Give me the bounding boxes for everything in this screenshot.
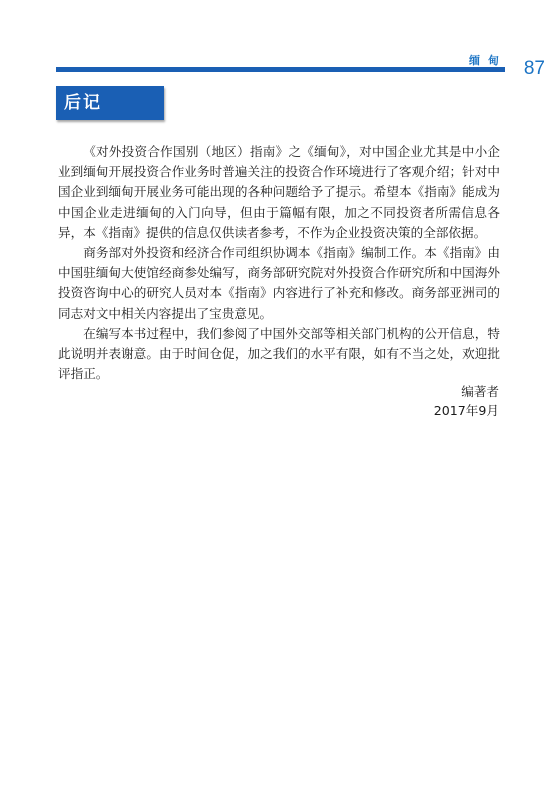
page-number: 87 <box>523 58 545 79</box>
paragraph: 《对外投资合作国别（地区）指南》之《缅甸》，对中国企业尤其是中小企业到缅甸开展投资合作业务时普遍关注的投资合作环境进行了客观介绍；针对中国企业到缅甸开展业务可能出现的各种问题给予了提示。希望本《指南》能成为中国企业走进缅甸的入门向导，但由于篇幅有限，加之不同投资者所需信息各异，本《指南》提供的信息仅供读者参考，不作为企业投资决策的全部依据。 <box>58 144 500 240</box>
signature-author: 编著者 <box>461 384 499 399</box>
section-title: 后记 <box>64 93 102 113</box>
running-header <box>0 0 559 80</box>
header-rule <box>56 67 505 72</box>
body-text <box>58 142 500 384</box>
paragraph: 商务部对外投资和经济合作司组织协调本《指南》编制工作。本《指南》由中国驻缅甸大使馆经商参处编写，商务部研究院对外投资合作研究所和中国海外投资咨询中心的研究人员对本《指南》内容进行了补充和修改。商务部亚洲司的同志对文中相关内容提出了宝贵意见。 <box>58 245 500 321</box>
header-section-name: 缅甸 <box>469 54 507 67</box>
signature-block <box>434 382 499 420</box>
signature-date: 2017年9月 <box>433 403 499 418</box>
section-banner <box>56 86 164 120</box>
paragraph: 在编写本书过程中，我们参阅了中国外交部等相关部门机构的公开信息，特此说明并表谢意。由于时间仓促，加之我们的水平有限，如有不当之处，欢迎批评指正。 <box>58 325 500 382</box>
